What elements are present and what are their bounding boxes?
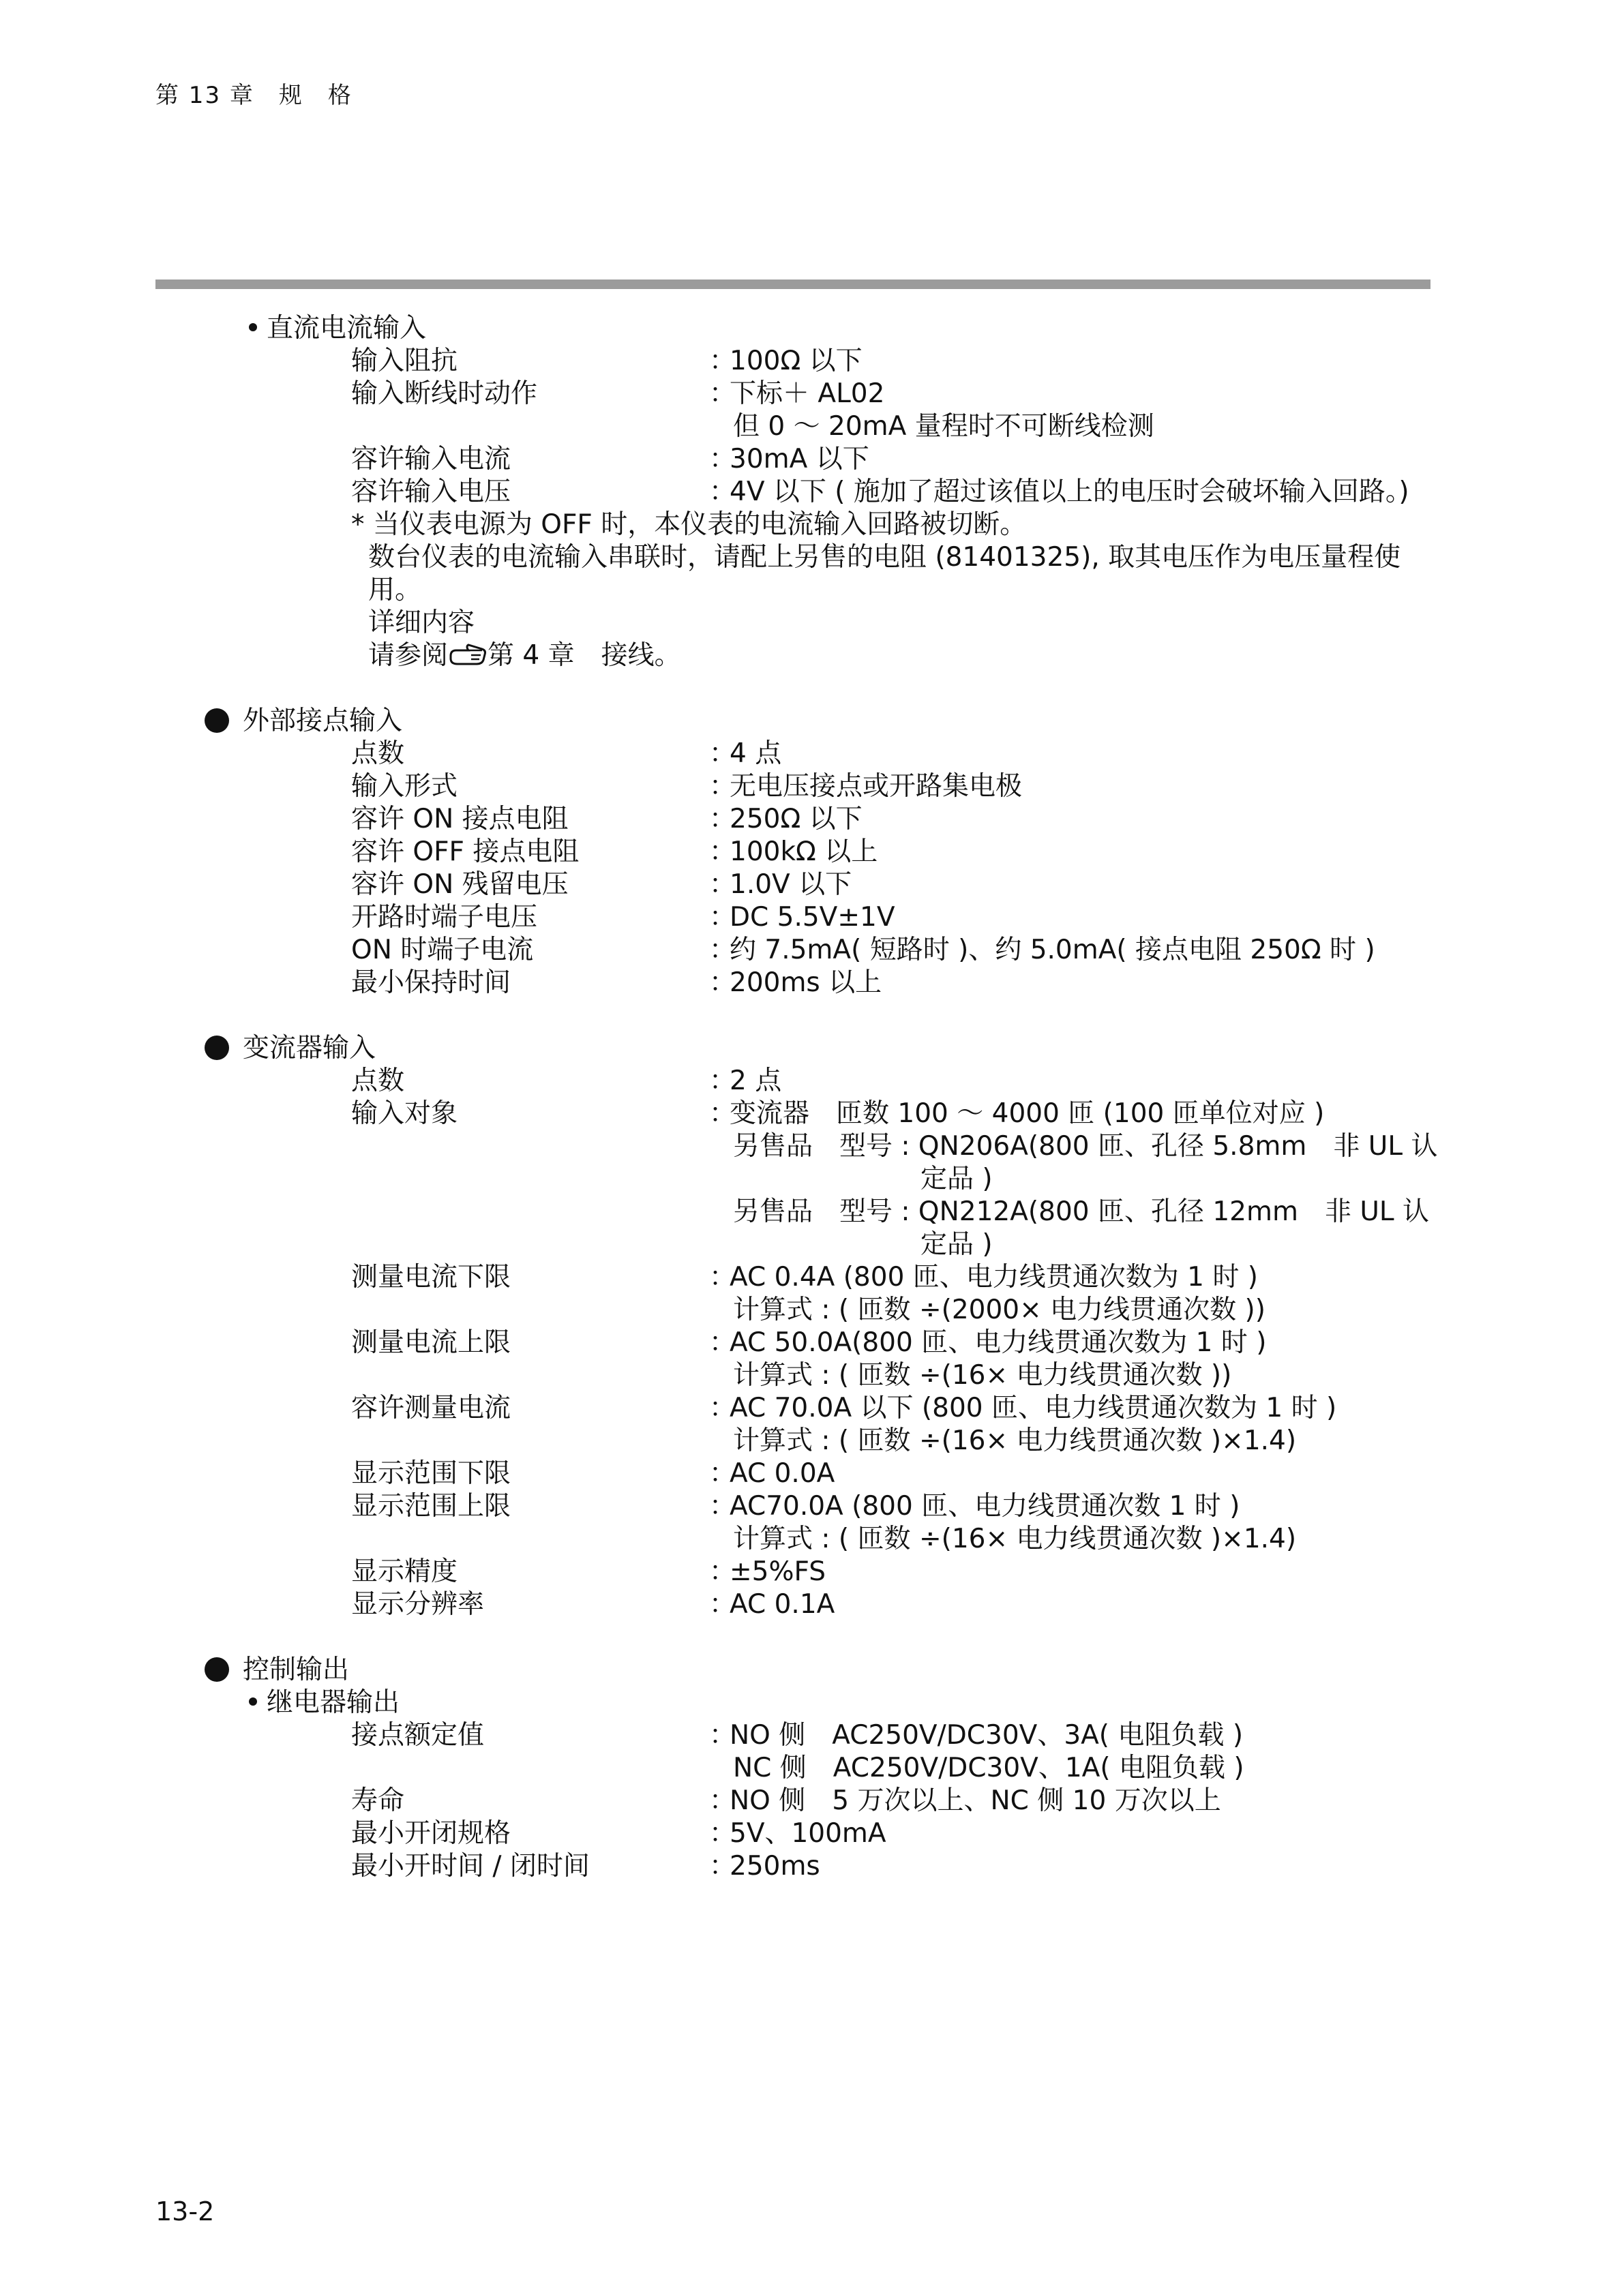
colon: ： <box>709 1491 736 1522</box>
spec-row <box>0 1490 1618 1523</box>
spec-row <box>0 378 1618 410</box>
spec-row <box>0 738 1618 770</box>
colon: ： <box>709 836 736 867</box>
spec-row <box>0 1457 1618 1490</box>
spec-continuation: 另售品 型号 : QN212A(800 匝、孔径 12mm 非 UL 认 <box>733 1196 1430 1227</box>
spec-label: ON 时端子电流 <box>351 935 534 965</box>
spec-label: 寿命 <box>351 1785 405 1816</box>
spec-continuation: 计算式 : ( 匝数 ÷(16× 电力线贯通次数 )×1.4) <box>733 1524 1297 1554</box>
spec-value: AC 0.0A <box>730 1458 835 1489</box>
spec-label: 容许 ON 接点电阻 <box>351 804 569 834</box>
spec-value: AC 70.0A 以下 (800 匝、电力线贯通次数为 1 时 ) <box>730 1393 1337 1423</box>
note-line: 详细内容 <box>368 607 475 638</box>
spec-row <box>0 1098 1618 1130</box>
spec-value: 5V、100mA <box>730 1818 886 1849</box>
spec-continuation: 计算式 : ( 匝数 ÷(16× 电力线贯通次数 )×1.4) <box>733 1425 1297 1456</box>
spec-label: 显示范围下限 <box>351 1458 511 1489</box>
spec-row <box>0 770 1618 803</box>
spec-row <box>0 868 1618 901</box>
small-bullet-icon <box>249 323 257 331</box>
section-title: 控制输出 <box>243 1655 350 1685</box>
reference-line: 请参阅 第 4 章 接线。 <box>368 640 681 671</box>
spec-continuation: 计算式 : ( 匝数 ÷(2000× 电力线贯通次数 )) <box>733 1295 1265 1325</box>
colon: ： <box>709 738 736 769</box>
spec-label: 容许输入电压 <box>351 477 511 507</box>
spec-row <box>0 1327 1618 1359</box>
section-ct-input <box>0 1032 1618 1065</box>
spec-row <box>0 1065 1618 1098</box>
colon: ： <box>709 967 736 998</box>
spec-value: AC 0.1A <box>730 1589 835 1620</box>
colon: ： <box>709 1262 736 1293</box>
chapter-header: 第 13 章 规 格 <box>155 82 353 109</box>
spec-label: 显示范围上限 <box>351 1491 511 1522</box>
section-control-output <box>0 1654 1618 1687</box>
spec-value: AC70.0A (800 匝、电力线贯通次数 1 时 ) <box>730 1491 1240 1522</box>
spec-row <box>0 1817 1618 1850</box>
colon: ： <box>709 1393 736 1423</box>
colon: ： <box>709 378 736 409</box>
spec-label: 容许 ON 残留电压 <box>351 869 569 900</box>
spec-value: 变流器 匝数 100 ～ 4000 匝 (100 匝单位对应 ) <box>730 1098 1325 1129</box>
spec-value: 4V 以下 ( 施加了超过该值以上的电压时会破坏输入回路。) <box>730 477 1409 507</box>
spec-label: 接点额定值 <box>351 1720 485 1751</box>
spec-content <box>0 312 1618 1883</box>
spec-row <box>0 1850 1618 1883</box>
spec-value: 200ms 以上 <box>730 967 882 998</box>
spec-row <box>0 1588 1618 1621</box>
spec-row <box>0 1392 1618 1425</box>
spec-label: 显示精度 <box>351 1556 458 1587</box>
spec-value: AC 50.0A(800 匝、电力线贯通次数为 1 时 ) <box>730 1327 1267 1358</box>
spec-row <box>0 901 1618 934</box>
spec-row <box>0 803 1618 836</box>
spec-row <box>0 1261 1618 1294</box>
spec-continuation: 另售品 型号 : QN206A(800 匝、孔径 5.8mm 非 UL 认 <box>733 1131 1438 1162</box>
colon: ： <box>709 1785 736 1816</box>
spec-label: 点数 <box>351 1066 405 1096</box>
spec-value: 2 点 <box>730 1066 782 1096</box>
pointing-hand-icon <box>448 642 488 667</box>
spec-value: NO 侧 AC250V/DC30V、3A( 电阻负载 ) <box>730 1720 1244 1751</box>
colon: ： <box>709 902 736 933</box>
spec-label: 输入形式 <box>351 771 458 802</box>
colon: ： <box>709 1720 736 1751</box>
spec-row <box>0 476 1618 509</box>
note-line: * 当仪表电源为 OFF 时，本仪表的电流输入回路被切断。 <box>351 509 1027 540</box>
spec-value: 下标＋ AL02 <box>730 378 885 409</box>
colon: ： <box>709 1458 736 1489</box>
spec-value: ±5%FS <box>730 1556 826 1587</box>
spec-value: 250ms <box>730 1851 820 1882</box>
subsection-dc-current: 直流电流输入 <box>0 312 1618 345</box>
spec-row <box>0 443 1618 476</box>
note-line: 数台仪表的电流输入串联时，请配上另售的电阻 (81401325), 取其电压作为电压量程使 <box>368 542 1401 573</box>
spec-row <box>0 1785 1618 1817</box>
note-line: 用。 <box>368 575 422 605</box>
colon: ： <box>709 1589 736 1620</box>
colon: ： <box>709 1098 736 1129</box>
spec-label: 测量电流上限 <box>351 1327 511 1358</box>
spec-label: 开路时端子电压 <box>351 902 538 933</box>
spec-label: 显示分辨率 <box>351 1589 485 1620</box>
colon: ： <box>709 477 736 507</box>
spec-label: 最小开时间 / 闭时间 <box>351 1851 590 1882</box>
spec-row <box>0 345 1618 378</box>
spec-continuation: 定品 ) <box>920 1164 993 1194</box>
spec-value: 250Ω 以下 <box>730 804 863 834</box>
colon: ： <box>709 1851 736 1882</box>
spec-value: 100Ω 以下 <box>730 346 863 376</box>
bullet-icon <box>205 708 229 733</box>
spec-value: 约 7.5mA( 短路时 )、约 5.0mA( 接点电阻 250Ω 时 ) <box>730 935 1375 965</box>
spec-continuation: 但 0 ～ 20mA 量程时不可断线检测 <box>733 411 1154 442</box>
spec-label: 输入断线时动作 <box>351 378 538 409</box>
spec-label: 容许测量电流 <box>351 1393 511 1423</box>
bullet-icon <box>205 1036 229 1060</box>
spec-continuation: 计算式 : ( 匝数 ÷(16× 电力线贯通次数 )) <box>733 1360 1232 1391</box>
spec-value: 4 点 <box>730 738 782 769</box>
spec-label: 输入对象 <box>351 1098 458 1129</box>
colon: ： <box>709 1556 736 1587</box>
colon: ： <box>709 771 736 802</box>
spec-row <box>0 836 1618 868</box>
spec-value: DC 5.5V±1V <box>730 902 895 933</box>
spec-label: 最小保持时间 <box>351 967 511 998</box>
colon: ： <box>709 1818 736 1849</box>
spec-value: 1.0V 以下 <box>730 869 852 900</box>
spec-label: 测量电流下限 <box>351 1262 511 1293</box>
colon: ： <box>709 1327 736 1358</box>
reference-link[interactable]: 第 4 章 接线。 <box>488 640 681 671</box>
spec-row <box>0 967 1618 999</box>
spec-continuation: 定品 ) <box>920 1229 993 1260</box>
spec-value: 无电压接点或开路集电极 <box>730 771 1023 802</box>
section-title: 外部接点输入 <box>243 706 403 736</box>
spec-label: 点数 <box>351 738 405 769</box>
spec-label: 最小开闭规格 <box>351 1818 511 1849</box>
spec-label: 输入阻抗 <box>351 346 458 376</box>
spec-row <box>0 934 1618 967</box>
spec-value: NO 侧 5 万次以上、NC 侧 10 万次以上 <box>730 1785 1221 1816</box>
colon: ： <box>709 935 736 965</box>
spec-row <box>0 1556 1618 1588</box>
spec-label: 容许 OFF 接点电阻 <box>351 836 580 867</box>
colon: ： <box>709 804 736 834</box>
section-rule <box>155 280 1430 289</box>
subsection-relay-output: 继电器输出 <box>0 1687 1618 1719</box>
spec-continuation: NC 侧 AC250V/DC30V、1A( 电阻负载 ) <box>733 1753 1244 1783</box>
bullet-icon <box>205 1657 229 1682</box>
section-external-contact <box>0 705 1618 738</box>
colon: ： <box>709 444 736 474</box>
small-bullet-icon <box>249 1697 257 1706</box>
spec-value: 100kΩ 以上 <box>730 836 878 867</box>
colon: ： <box>709 869 736 900</box>
page-number: 13-2 <box>155 2196 215 2226</box>
colon: ： <box>709 1066 736 1096</box>
spec-value: 30mA 以下 <box>730 444 869 474</box>
colon: ： <box>709 346 736 376</box>
section-title: 变流器输入 <box>243 1033 376 1063</box>
spec-label: 容许输入电流 <box>351 444 511 474</box>
spec-row <box>0 1719 1618 1752</box>
spec-value: AC 0.4A (800 匝、电力线贯通次数为 1 时 ) <box>730 1262 1258 1293</box>
